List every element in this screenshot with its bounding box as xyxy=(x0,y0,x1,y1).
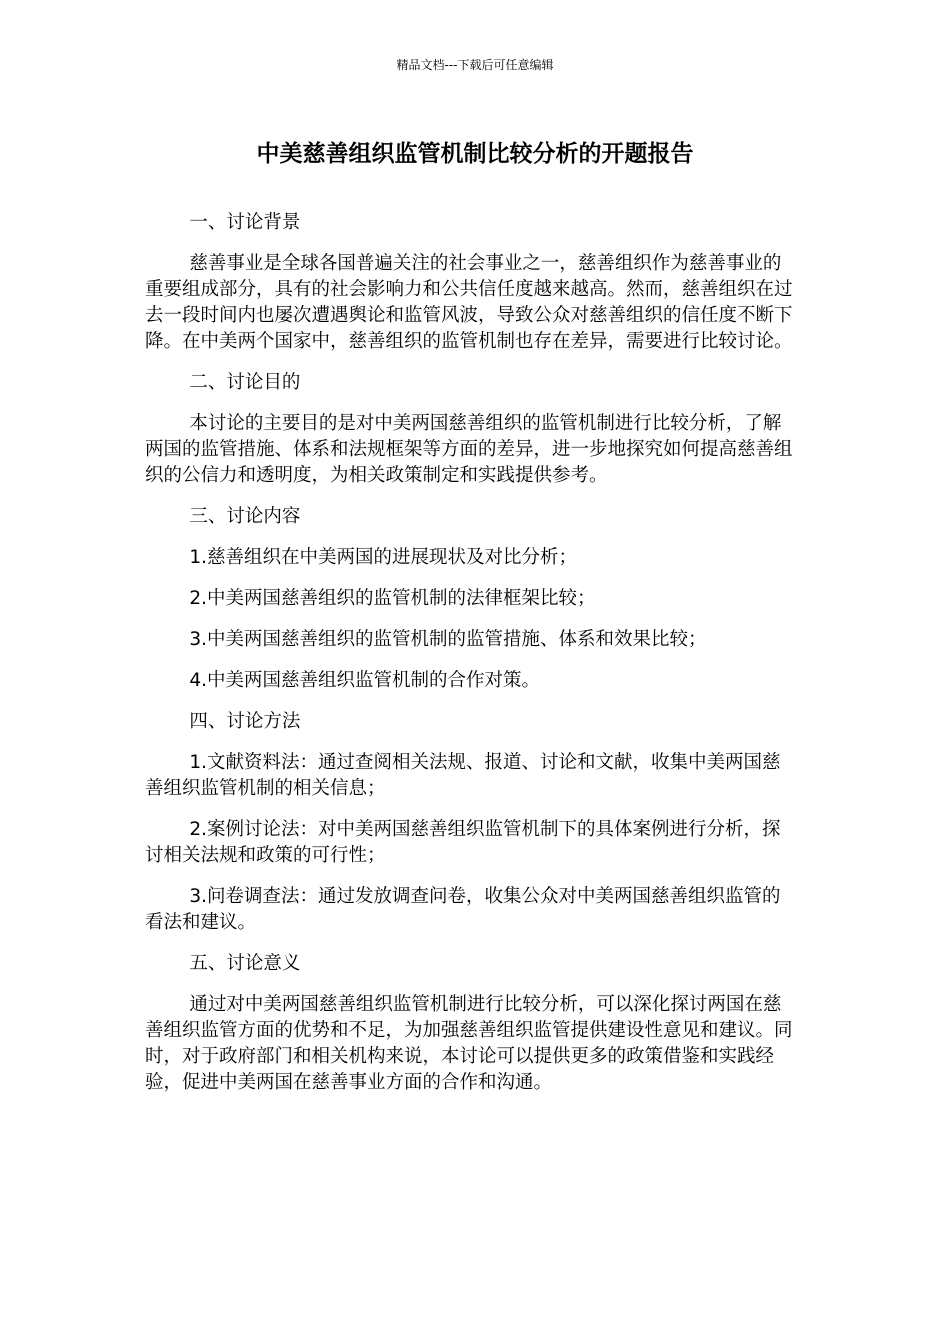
paragraph-purpose: 本讨论的主要目的是对中美两国慈善组织的监管机制进行比较分析，了解两国的监管措施、体系和法规框架等方面的差异，进一步地探究如何提高慈善组织的公信力和透明度，为相关政策制定和实践提供参考。 xyxy=(145,413,793,486)
paragraph-background: 慈善事业是全球各国普遍关注的社会事业之一，慈善组织作为慈善事业的重要组成部分，具有的社会影响力和公共信任度越来越高。然而，慈善组织在过去一段时间内也屡次遭遇舆论和监管风波，导致公众对慈善组织的信任度不断下降。在中美两个国家中，慈善组织的监管机制也存在差异，需要进行比较讨论。 xyxy=(145,253,793,352)
document-title: 中美慈善组织监管机制比较分析的开题报告 xyxy=(256,141,694,167)
list-item-method-2: 2.案例讨论法：对中美两国慈善组织监管机制下的具体案例进行分析，探讨相关法规和政策的可行性； xyxy=(145,819,781,866)
document-body xyxy=(145,210,795,1111)
section-heading-content: 三、讨论内容 xyxy=(189,506,301,527)
list-item-method-1: 1.文献资料法：通过查阅相关法规、报道、讨论和文献，收集中美两国慈善组织监管机制的相关信息； xyxy=(145,752,781,799)
list-item-content-2: 2.中美两国慈善组织的监管机制的法律框架比较； xyxy=(189,588,596,609)
list-item-content-4: 4.中美两国慈善组织监管机制的合作对策。 xyxy=(189,670,541,691)
page-header-note: 精品文档---下载后可任意编辑 xyxy=(396,58,554,72)
list-item-content-3: 3.中美两国慈善组织的监管机制的监管措施、体系和效果比较； xyxy=(189,629,707,650)
section-heading-background: 一、讨论背景 xyxy=(189,212,301,233)
list-item-method-3: 3.问卷调查法：通过发放调查问卷，收集公众对中美两国慈善组织监管的看法和建议。 xyxy=(145,886,781,933)
list-item-content-1: 1.慈善组织在中美两国的进展现状及对比分析； xyxy=(189,547,578,568)
section-heading-methods: 四、讨论方法 xyxy=(189,711,301,732)
section-heading-purpose: 二、讨论目的 xyxy=(189,372,301,393)
paragraph-significance: 通过对中美两国慈善组织监管机制进行比较分析，可以深化探讨两国在慈善组织监管方面的优势和不足，为加强慈善组织监管提供建设性意见和建议。同时，对于政府部门和相关机构来说，本讨论可以提供更多的政策借鉴和实践经验，促进中美两国在慈善事业方面的合作和沟通。 xyxy=(145,994,793,1093)
section-heading-significance: 五、讨论意义 xyxy=(189,953,301,974)
